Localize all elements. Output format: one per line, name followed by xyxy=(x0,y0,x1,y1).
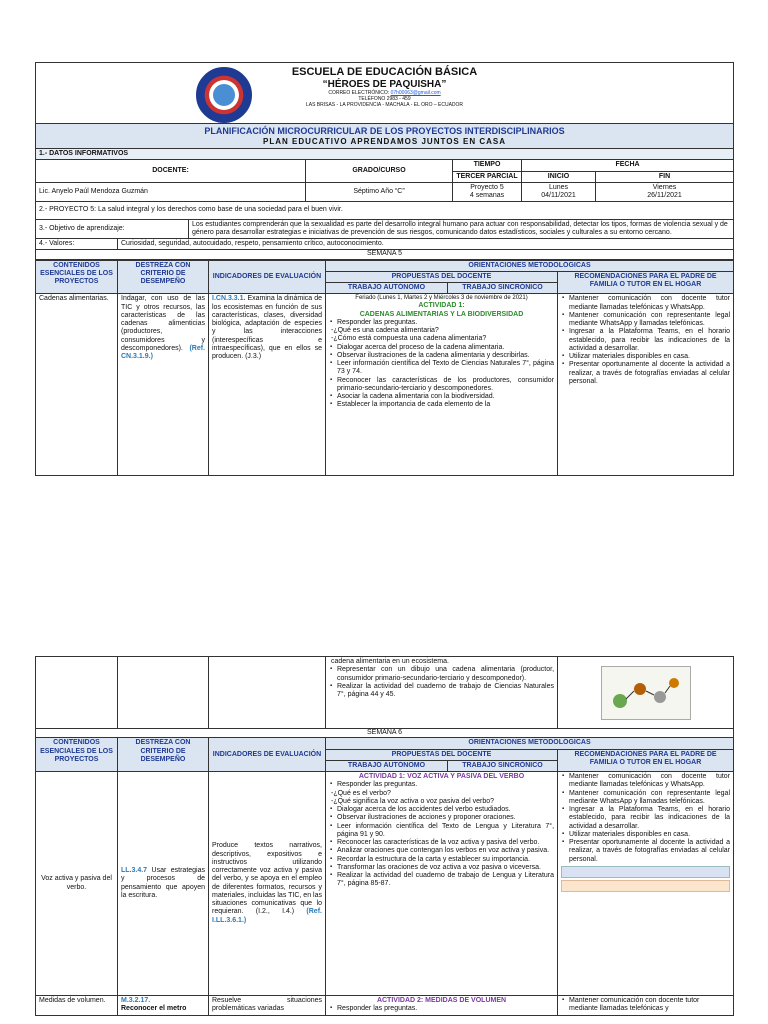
fin-header: FIN xyxy=(596,171,734,182)
list-item: ▪ Presentar oportunamente al docente la actividad a realizar, a través de fotografías enviadas al celular personal. xyxy=(569,839,730,864)
proyecto: 2.- PROYECTO 5: La salud integral y los derechos como base de una sociedad para el buen vivir. xyxy=(36,202,734,219)
parcial: TERCER PARCIAL xyxy=(453,171,522,182)
s6-destreza: Usar estrategias y procesos de pensamiento que apoyen la escritura. xyxy=(121,867,205,899)
col-sincronico: TRABAJO SINCRÓNICO xyxy=(448,760,558,771)
list-item: ▪ Leer información científica del Texto de Lengua y Literatura 7°, página 91 y 90. xyxy=(337,823,554,840)
list-item: ▪ Dialogar acerca de los accidentes del verbo estudiados. xyxy=(337,806,554,814)
phone: TELÉFONO 2983 - 459 xyxy=(358,95,411,102)
email-link[interactable]: 07h00063@gmail.com xyxy=(390,89,441,96)
s5-act: ACTIVIDAD 1: xyxy=(418,302,465,310)
voice-table-image xyxy=(561,866,730,878)
header-table xyxy=(35,62,734,260)
list-item: ▪ Analizar oraciones que contengan los verbos en voz activa y pasiva. xyxy=(337,847,554,855)
inicio-date: 04/11/2021 xyxy=(541,192,576,200)
col-autonomo: TRABAJO AUTÓNOMO xyxy=(326,283,448,294)
list-item: ▪ Asociar la cadena alimentaria con la biodiversidad. xyxy=(337,393,554,401)
section-info: 1.- DATOS INFORMATIVOS xyxy=(36,149,734,160)
col-indicadores: INDICADORES DE EVALUACIÓN xyxy=(209,738,326,772)
list-item: ▪ Dialogar acerca del proceso de la cadena alimentaria. xyxy=(337,344,554,352)
list-item: ▪ Utilizar materiales disponibles en casa. xyxy=(569,831,730,839)
list-item: ▪ Mantener comunicación con docente tutor mediante llamadas telefónicas y WhatsApp. xyxy=(569,295,730,312)
list-item: -¿Qué significa la voz activa o voz pasiva del verbo? xyxy=(331,797,495,805)
list-item: -¿Qué es el verbo? xyxy=(331,789,391,797)
inicio-day: Lunes xyxy=(548,183,569,191)
list-item: ▪ Responder las preguntas. xyxy=(337,781,554,789)
list-item: ▪ Recordar la estructura de la carta y establecer su importancia. xyxy=(337,856,554,864)
plan-subtitle: PLAN EDUCATIVO APRENDAMOS JUNTOS EN CASA xyxy=(263,136,506,146)
s6-destreza2: Reconocer el metro xyxy=(121,1005,187,1013)
plan-title-cell xyxy=(36,124,734,149)
s6-destreza-code: LL.3.4.7 xyxy=(121,867,148,874)
s6-contenido: Voz activa y pasiva del verbo. xyxy=(36,772,118,996)
grado-value: Séptimo Año “C” xyxy=(306,182,453,202)
tiempo-proyecto: Proyecto 5 xyxy=(470,183,504,191)
continuation-table xyxy=(35,656,734,1016)
docente-header: DOCENTE: xyxy=(36,160,306,183)
col-contenidos: CONTENIDOS ESENCIALES DE LOS PROYECTOS xyxy=(36,738,118,772)
col-orientaciones: ORIENTACIONES METODOLÓGICAS xyxy=(326,260,734,271)
list-item: ▪ Mantener comunicación con representante legal mediante WhatsApp y llamadas telefónicas. xyxy=(569,312,730,329)
food-chain-image xyxy=(601,666,691,720)
s6-act2-title: ACTIVIDAD 2: MEDIDAS DE VOLUMEN xyxy=(376,997,507,1004)
list-item: ▪ Ingresar a la Plataforma Teams, en el horario establecido, para recibir las indicaciones de la actividad a desarrollar. xyxy=(569,328,730,353)
list-item: ▪ Mantener comunicación con representante legal mediante WhatsApp y llamadas telefónicas. xyxy=(569,790,730,807)
page-gap xyxy=(0,532,768,656)
list-item: ▪ Reconocer las características de los productores, consumidor primario-secundario-terciario y descomponedores. xyxy=(337,377,554,394)
col-recomendaciones: RECOMENDACIONES PARA EL PADRE DE FAMILIA O TUTOR EN EL HOGAR xyxy=(558,749,734,772)
tiempo-semanas: 4 semanas xyxy=(469,192,505,200)
s5-contenido: Cadenas alimentarias. xyxy=(36,294,118,476)
list-item: ▪ Leer información científica del Texto de Ciencias Naturales 7°, página 73 y 74. xyxy=(337,360,554,377)
s5-destreza-ref: (Ref. CN.3.1.9.) xyxy=(121,344,205,361)
address: LAS BRISAS - LA PROVIDENCIA - MACHALA - EL ORO – ECUADOR xyxy=(305,101,464,108)
semana5-label: SEMANA 5 xyxy=(36,250,734,259)
s5-feriado: Feriado (Lunes 1, Martes 2 y Miércoles 3 de noviembre de 2021) xyxy=(355,295,528,302)
col-orientaciones: ORIENTACIONES METODOLÓGICAS xyxy=(326,738,734,749)
objetivo-text: Los estudiantes comprenderán que la sexualidad es parte del desarrollo integral humano para actuar con responsabilidad, detectar los tipos, formas de violencia sexual y de género para desarrollar estrategias e iniciativas de prevención de sus riesgos, comunicando datos estadísticos, sociales y culturales a su entorno cercano. xyxy=(189,219,734,239)
list-item: ▪ Representar con un dibujo una cadena alimentaria (productor, consumidor primario-secundario-terciario y descomponedor). xyxy=(337,666,554,683)
semana6-label: SEMANA 6 xyxy=(36,729,734,738)
list-item: ▪ Utilizar materiales disponibles en casa. xyxy=(569,353,730,361)
s5-act-title: CADENAS ALIMENTARIAS Y LA BIODIVERSIDAD xyxy=(359,310,524,318)
plan-title: PLANIFICACIÓN MICROCURRICULAR DE LOS PROYECTOS INTERDISCIPLINARIOS xyxy=(204,126,565,136)
s5-indicador: Examina la dinámica de los ecosistemas en función de sus características, clases, diversidad biológica, adaptación de especies y las interacciones (interespecíficas e intraespecíficas), que en ellos se producen. (J.3.) xyxy=(212,295,322,361)
list-item: ▪ Establecer la importancia de cada elemento de la xyxy=(337,401,554,409)
fin-day: Viernes xyxy=(652,183,677,191)
school-header xyxy=(36,63,734,124)
fin-date: 26/11/2021 xyxy=(647,192,682,200)
s6-act-title: ACTIVIDAD 1: VOZ ACTIVA Y PASIVA DEL VERBO xyxy=(358,773,525,780)
s5-indicador-code: I.CN.3.3.1. xyxy=(212,295,246,303)
col-autonomo: TRABAJO AUTÓNOMO xyxy=(326,760,448,771)
list-item: -¿Cómo está compuesta una cadena alimentaria? xyxy=(331,335,487,343)
fecha-header: FECHA xyxy=(522,160,734,171)
col-contenidos: CONTENIDOS ESENCIALES DE LOS PROYECTOS xyxy=(36,260,118,294)
school-logo xyxy=(196,67,252,123)
list-item: ▪ Reconocer las características de la voz activa y pasiva del verbo. xyxy=(337,839,554,847)
list-item: ▪ Transformar las oraciones de voz activa a voz pasiva o viceversa. xyxy=(337,864,554,872)
page-1 xyxy=(35,62,733,532)
objetivo-label: 3.- Objetivo de aprendizaje: xyxy=(36,219,189,239)
school-title: “HÉROES DE PAQUISHA” xyxy=(322,78,447,90)
col-propuestas: PROPUESTAS DEL DOCENTE xyxy=(326,271,558,282)
list-item: ▪ Mantener comunicación con docente tutor mediante llamadas telefónicas y xyxy=(569,997,730,1014)
semana5-table xyxy=(35,260,734,477)
valores-label: 4.- Valores: xyxy=(36,239,118,250)
page-2 xyxy=(35,656,733,1024)
col-destreza: DESTREZA CON CRITERIO DE DESEMPEÑO xyxy=(118,738,209,772)
s6-destreza2-code: M.3.2.17. xyxy=(121,997,151,1004)
col-propuestas: PROPUESTAS DEL DOCENTE xyxy=(326,749,558,760)
list-item: -¿Qué es una cadena alimentaria? xyxy=(331,327,439,335)
s5-destreza: Indagar, con uso de las TIC y otros recursos, las características de las cadenas alimenticias (productores, consumidores y descomponedores). xyxy=(121,295,205,352)
tiempo-header: TIEMPO xyxy=(453,160,522,171)
grado-header: GRADO/CURSO xyxy=(306,160,453,183)
inicio-header: INICIO xyxy=(522,171,596,182)
email-label: CORREO ELECTRÓNICO: xyxy=(328,89,390,96)
list-item: ▪ Ingresar a la Plataforma Teams, en el horario establecido, para recibir las indicaciones de la actividad a desarrollar. xyxy=(569,806,730,831)
list-item: ▪ Responder las preguntas. xyxy=(337,1005,554,1013)
valores-text: Curiosidad, seguridad, autocuidado, respeto, pensamiento crítico, autoconocimiento. xyxy=(118,239,734,250)
col-indicadores: INDICADORES DE EVALUACIÓN xyxy=(209,260,326,294)
list-item: cadena alimentaria en un ecosistema. xyxy=(331,658,449,665)
school-name: ESCUELA DE EDUCACIÓN BÁSICA xyxy=(291,66,478,78)
col-destreza: DESTREZA CON CRITERIO DE DESEMPEÑO xyxy=(118,260,209,294)
list-item: ▪ Mantener comunicación con docente tutor mediante llamadas telefónicas y WhatsApp. xyxy=(569,773,730,790)
list-item: ▪ Realizar la actividad del cuaderno de trabajo de Lengua y Literatura 7°, página 85-87. xyxy=(337,872,554,889)
list-item: ▪ Presentar oportunamente al docente la actividad a realizar, a través de fotografías enviadas al celular personal. xyxy=(569,361,730,386)
s6-contenido-2: Medidas de volumen. xyxy=(36,996,118,1016)
docente-value: Lic. Anyelo Paúl Mendoza Guzmán xyxy=(36,182,306,202)
s6-indicador-ref: (Ref. I.LL.3.6.1.) xyxy=(212,908,322,924)
voice-table-image-2 xyxy=(561,880,730,892)
list-item: ▪ Responder las preguntas. xyxy=(337,319,554,327)
col-sincronico: TRABAJO SINCRÓNICO xyxy=(448,283,558,294)
list-item: ▪ Observar ilustraciones de acciones y proponer oraciones. xyxy=(337,814,554,822)
s6-indicador: Produce textos narrativos, descriptivos, expositivos e instructivos utilizando correctamente voz activa y pasiva del verbo, y se apoya en el empleo de diferentes formatos, recursos y materiales, incluidas las TIC, en las situaciones comunicativas que lo requieran. (I.2., I.4.) xyxy=(212,842,322,916)
s6-indicador2: Resuelve situaciones problemáticas variadas xyxy=(209,996,326,1016)
col-recomendaciones: RECOMENDACIONES PARA EL PADRE DE FAMILIA O TUTOR EN EL HOGAR xyxy=(558,271,734,294)
list-item: ▪ Realizar la actividad del cuaderno de trabajo de Ciencias Naturales 7°, página 44 y 45. xyxy=(337,683,554,700)
list-item: ▪ Observar ilustraciones de la cadena alimentaria y describirlas. xyxy=(337,352,554,360)
